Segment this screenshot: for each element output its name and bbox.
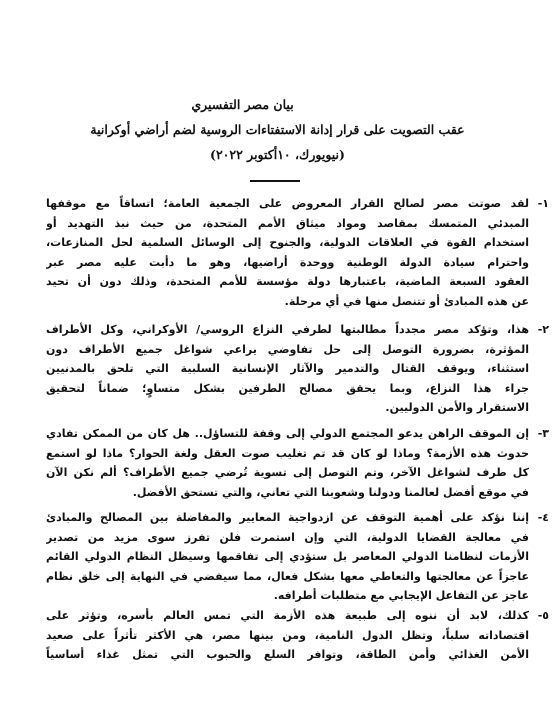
paragraph-line: الأمن الغذائي وأمن الطاقة، وتوافر السلع والحبوب التي تمثل غذاء أساسياً <box>46 648 529 661</box>
paragraph-number: ١- <box>537 197 549 210</box>
title-divider <box>250 180 300 182</box>
document-subtitle: عقب التصويت على قرار إدانة الاستفتاءات الروسية لضم أراضي أوكرانية <box>90 122 465 137</box>
paragraph-line: استخدام القوة في العلاقات الدولية، والجنوح إلى الوسائل السلمية لحل المنازعات، <box>46 236 529 249</box>
paragraph-line: في معالجة القضايا الدولية، التي وإن استمرت فلن تفرز سوى مزيد من تصدير <box>46 530 529 544</box>
paragraph-2 <box>46 320 549 418</box>
paragraph-line: لقد صوتت مصر لصالح القرار المعروض على الجمعية العامة؛ اتساقاً مع موقفها <box>46 197 529 210</box>
title-block <box>20 92 535 167</box>
paragraph-line: عاجزاً عن معالجتها والتعاطي معها بشكل فعال، مما سيفضي في النهاية إلى خلق نظام <box>46 569 529 583</box>
paragraph-line: المؤثرة، بضرورة التوصل إلى حل تفاوضي يراعي شواغل جميع الأطراف دون <box>46 342 529 356</box>
paragraph-line: هذا، وتؤكد مصر مجدداً مطالبتها لطرفي النزاع الروسي/ الأوكراني، وكل الأطراف <box>46 323 529 336</box>
paragraph-line: إن الموقف الراهن يدعو المجتمع الدولي إلى وقفة للتساؤل.. هل كان من الممكن تفادي <box>46 427 529 440</box>
paragraph-line: اقتصاداته سلباً، وتظل الدول النامية، ومن بينها مصر، هي الأكثر تأثراً على صعيد <box>46 628 529 642</box>
paragraph-line: العقود السبعة الماضية، باعتبارها دولة مؤسسة للأمم المتحدة، وذلك دون أن تحيد <box>46 275 529 288</box>
document-dateline: (نيويورك، ١٠أكتوبر ٢٠٢٢) <box>210 147 345 162</box>
paragraph-5 <box>46 606 549 665</box>
paragraph-4 <box>46 508 549 606</box>
paragraph-number: ٤- <box>537 511 549 524</box>
paragraph-line: كل طرف لشواغل الآخر، وتم التوصل إلى تسوية تُرضي جميع الأطراف؟ ألم نكن الآن <box>46 466 529 479</box>
paragraph-line: استثناء، ويوقف القتال والتدمير والآثار الإنسانية السلبية التي تلحق بالمدنيين <box>46 362 529 375</box>
paragraph-line: واحترام سيادة الدولة الوطنية ووحدة أراضيها، وهو ما دأبت عليه مصر عبر <box>46 255 529 269</box>
paragraph-line: عن هذه المبادئ أو تتنصل منها في أي مرحلة. <box>284 294 529 308</box>
paragraph-line: عاجز عن التفاعل الإيجابي مع متطلبات أطرافه. <box>273 589 529 602</box>
document-title: بيان مصر التفسيري <box>191 97 294 112</box>
paragraph-number: ٣- <box>537 427 549 440</box>
paragraph-line: الأزمات لنظامنا الدولي المعاصر بل ستؤدي إلى تفاقمها وسيظل النظام الدولي القائم <box>46 550 529 563</box>
paragraph-line: كذلك، لابد أن ننوه إلى طبيعة هذه الأزمة التي تمس العالم بأسره، وتؤثر على <box>46 609 529 622</box>
paragraph-line: الاستقرار والأمن الدوليين. <box>385 401 529 414</box>
paragraph-3 <box>46 424 549 502</box>
paragraph-line: إننا نؤكد على أهمية التوقف عن ازدواجية المعايير والمفاضلة بين المصالح والمبادئ <box>46 511 529 524</box>
paragraph-line: المبدئي المتمسك بمقاصد ومواد ميثاق الأمم المتحدة، من حيث نبذ التهديد أو <box>46 216 529 230</box>
paragraph-number: ٥- <box>537 609 549 622</box>
paragraph-1 <box>46 194 549 311</box>
paragraph-line: جراء هذا النزاع، وبما يحقق مصالح الطرفين بشكل متساوٍ؛ ضماناً لتحقيق <box>46 381 529 395</box>
paragraph-line: حدوث هذه الأزمة؟ وماذا لو كان قد تم تغليب صوت العقل ولغة الحوار؟ ماذا لو استمع <box>46 446 529 460</box>
paragraph-number: ٢- <box>537 323 549 336</box>
paragraph-line: في موقع أفضل لعالمنا ودولنا وشعوبنا التي تعاني، والتي تستحق الأفضل. <box>132 485 529 499</box>
